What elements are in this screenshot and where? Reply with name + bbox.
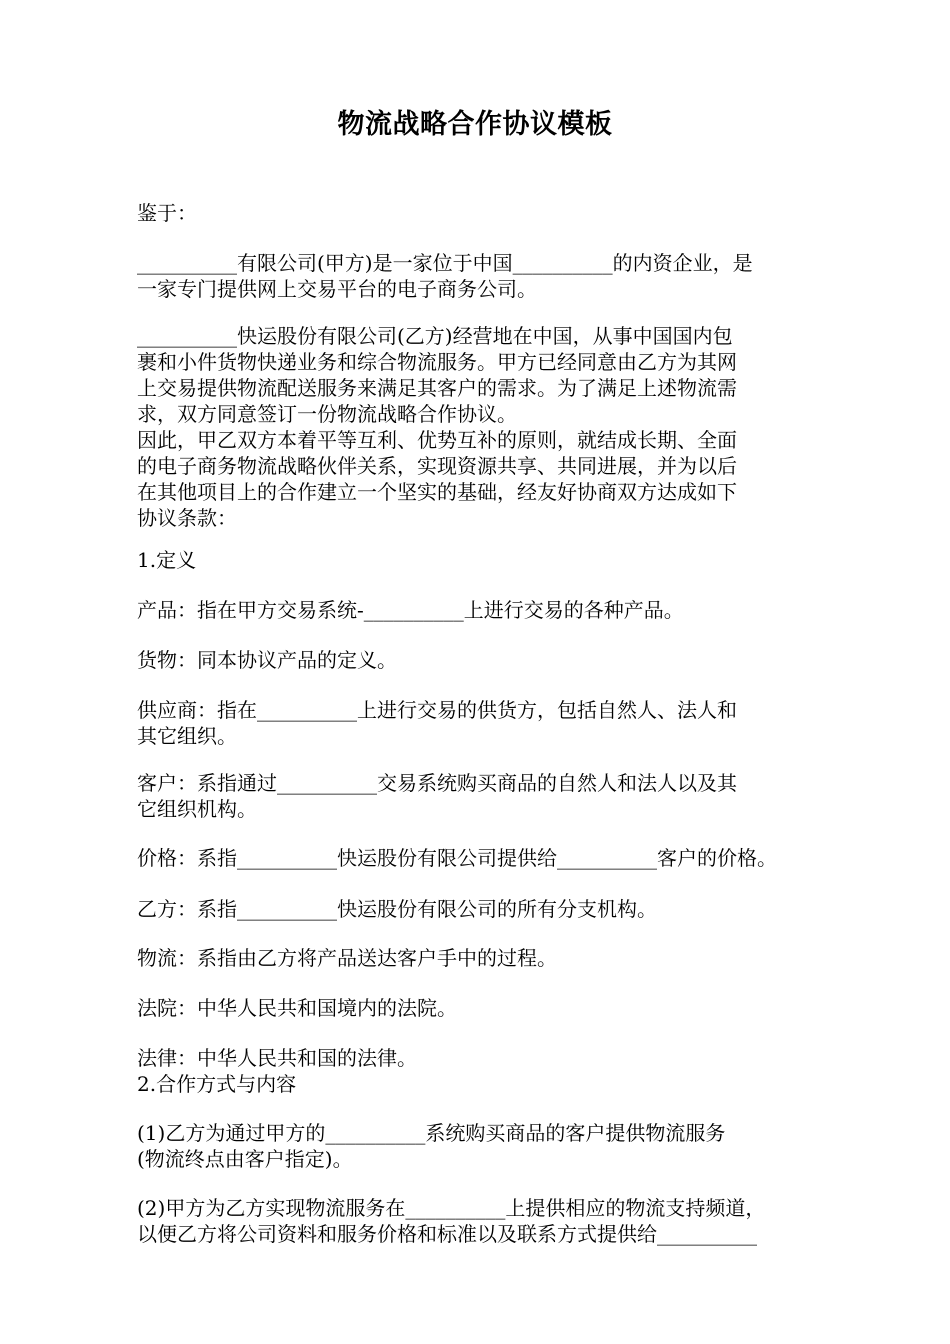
- text-line: (物流终点由客户指定)。: [137, 1147, 353, 1171]
- text-line: 1.定义: [137, 548, 197, 572]
- text-line: 供应商：指在__________上进行交易的供货方，包括自然人、法人和: [137, 698, 737, 722]
- text-line: (2)甲方为乙方实现物流服务在__________上提供相应的物流支持频道，: [137, 1196, 766, 1220]
- definition-goods: [137, 647, 817, 673]
- text-line: 鉴于：: [137, 201, 197, 225]
- text-line: 其它组织。: [137, 724, 237, 748]
- text-line: __________快运股份有限公司(乙方)经营地在中国，从事中国国内包: [137, 324, 733, 348]
- text-line: 价格：系指__________快运股份有限公司提供给__________客户的价格。: [137, 846, 777, 870]
- definition-logistics: [137, 945, 817, 971]
- text-line: 乙方：系指__________快运股份有限公司的所有分支机构。: [137, 897, 657, 921]
- text-line: 它组织机构。: [137, 797, 257, 821]
- definition-court: [137, 995, 817, 1021]
- definition-price: [137, 845, 817, 871]
- clause-2-2: [137, 1195, 817, 1247]
- paragraph-party-a: [137, 250, 817, 302]
- text-line: 上交易提供物流配送服务来满足其客户的需求。为了满足上述物流需: [137, 376, 737, 400]
- text-line: 物流：系指由乙方将产品送达客户手中的过程。: [137, 946, 557, 970]
- definition-customer: [137, 770, 817, 822]
- text-line: 一家专门提供网上交易平台的电子商务公司。: [137, 277, 537, 301]
- text-line: 法院：中华人民共和国境内的法院。: [137, 996, 457, 1020]
- definition-product: [137, 597, 817, 623]
- definition-supplier: [137, 697, 817, 749]
- text-line: (1)乙方为通过甲方的__________系统购买商品的客户提供物流服务: [137, 1121, 726, 1145]
- text-line: 协议条款：: [137, 506, 237, 530]
- text-line: 的电子商务物流战略伙伴关系，实现资源共享、共同进展，并为以后: [137, 454, 737, 478]
- text-line: 货物：同本协议产品的定义。: [137, 648, 397, 672]
- text-line: 求，双方同意签订一份物流战略合作协议。: [137, 402, 517, 426]
- clause-2-1: [137, 1120, 817, 1172]
- text-line: 因此，甲乙双方本着平等互利、优势互补的原则，就结成长期、全面: [137, 428, 737, 452]
- text-line: 以便乙方将公司资料和服务价格和标准以及联系方式提供给__________: [137, 1222, 757, 1246]
- text-line: 法律：中华人民共和国的法律。: [137, 1046, 417, 1070]
- whereas-label: [137, 200, 817, 226]
- text-line: 在其他项目上的合作建立一个坚实的基础，经友好协商双方达成如下: [137, 480, 737, 504]
- definition-party-b: [137, 896, 817, 922]
- section-2-heading: 2.合作方式与内容: [137, 1072, 297, 1096]
- paragraph-party-b: [137, 323, 817, 531]
- section-1-heading: [137, 547, 817, 573]
- document-title: 物流战略合作协议模板: [337, 109, 613, 140]
- text-line: 客户：系指通过__________交易系统购买商品的自然人和法人以及其: [137, 771, 737, 795]
- text-line: __________有限公司(甲方)是一家位于中国__________的内资企业，是: [137, 251, 753, 275]
- definition-law-and-section-2: [137, 1045, 817, 1097]
- text-line: 裹和小件货物快递业务和综合物流服务。甲方已经同意由乙方为其网: [137, 350, 737, 374]
- text-line: 产品：指在甲方交易系统-__________上进行交易的各种产品。: [137, 598, 684, 622]
